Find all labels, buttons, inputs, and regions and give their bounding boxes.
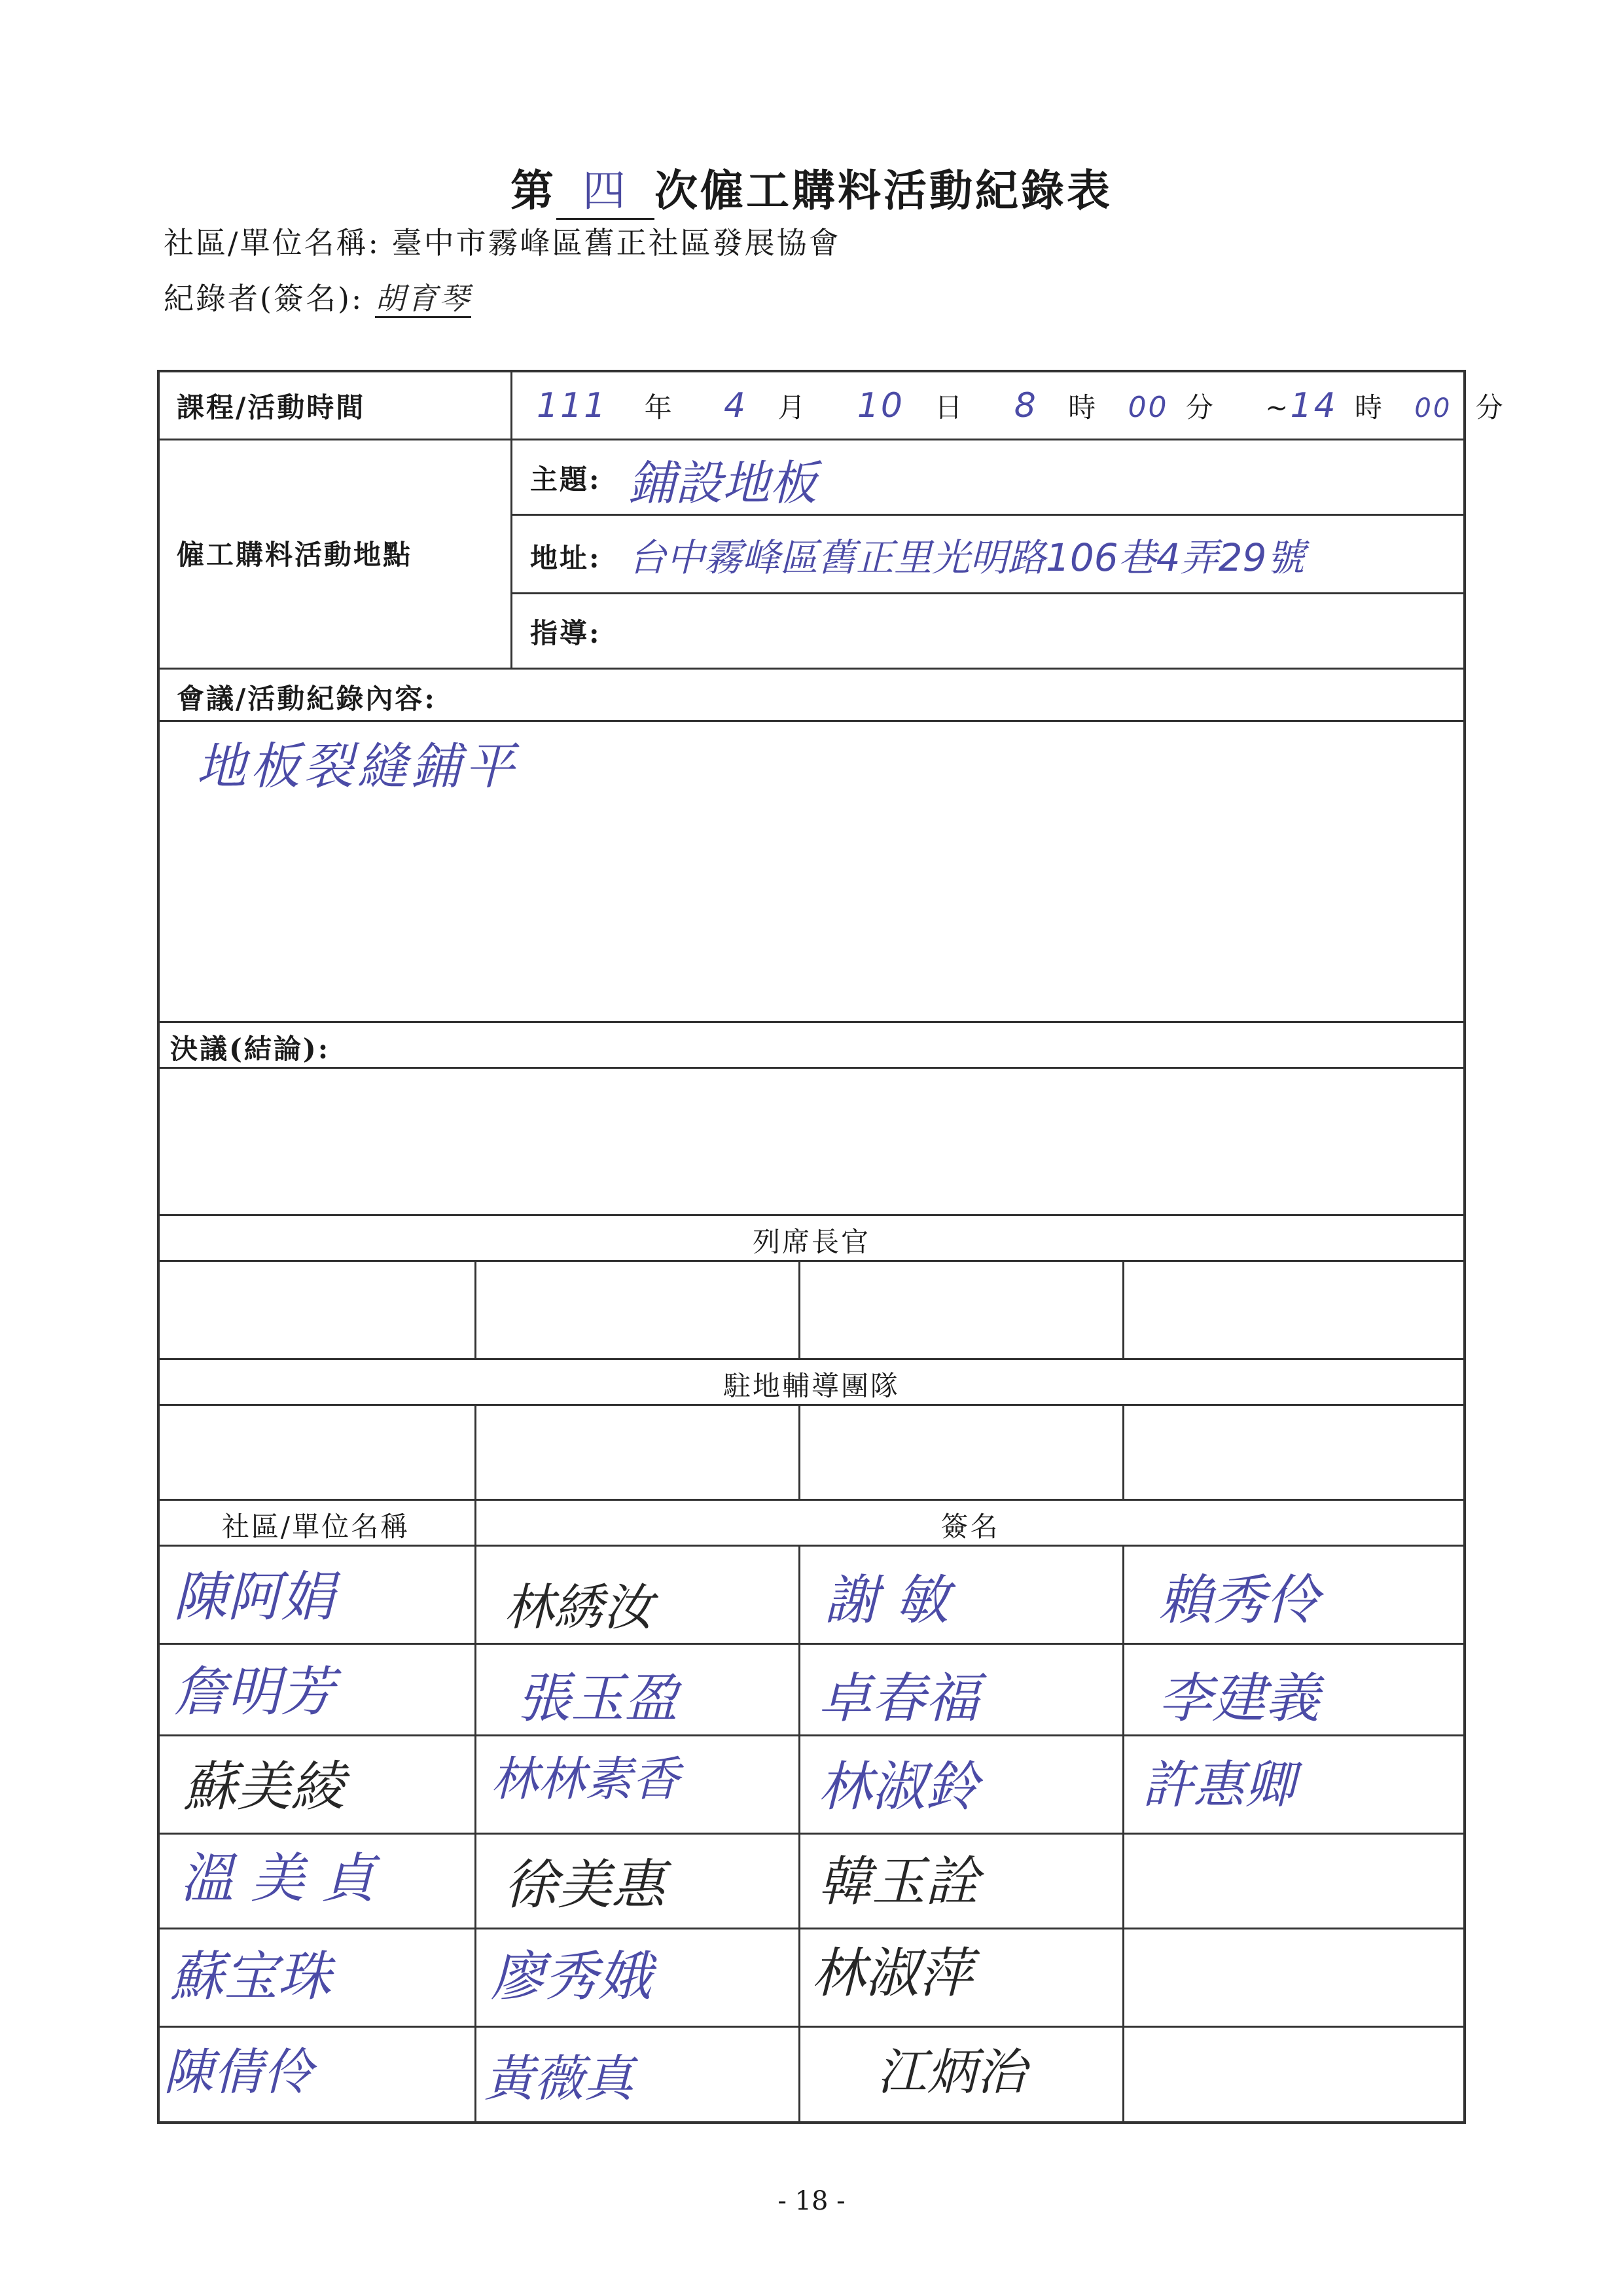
unit-label: 社區/單位名稱:	[164, 225, 380, 260]
title-number: 四	[556, 156, 654, 220]
signature-cell: 詹明芳	[173, 1661, 334, 1723]
col-line	[474, 1499, 476, 2124]
time-separator: ~	[1265, 391, 1291, 423]
col-line	[474, 1260, 476, 1358]
recorder-label: 紀錄者(簽名):	[164, 281, 364, 316]
col-line	[798, 1260, 800, 1358]
recorder-signature: 胡育琴	[375, 281, 471, 318]
topic-label: 主題:	[530, 463, 601, 495]
signature-cell: 陳倩伶	[164, 2043, 313, 2101]
address-label: 地址:	[530, 542, 601, 574]
signature-cell: 陳阿娟	[173, 1566, 334, 1628]
signature-cell: 溫 美 貞	[180, 1848, 376, 1910]
row-line	[157, 1734, 1466, 1736]
record-content: 地板裂縫鋪平	[196, 737, 518, 795]
row-line	[157, 1545, 1466, 1547]
col-line	[798, 1404, 800, 1499]
row-line	[157, 1499, 1466, 1501]
col-line	[474, 1404, 476, 1499]
year-value: 111	[537, 386, 608, 425]
row-line	[157, 2026, 1466, 2028]
row-line	[157, 1067, 1466, 1069]
guide-label: 指導:	[530, 617, 601, 649]
unit-header: 社區/單位名稱	[221, 1511, 410, 1543]
row-line	[157, 668, 1466, 670]
signature-cell: 黃薇真	[484, 2049, 633, 2108]
signature-cell: 張玉盈	[517, 1668, 678, 1730]
day-unit: 日	[935, 391, 965, 423]
location-label: 僱工購料活動地點	[177, 539, 413, 571]
row-line	[157, 1358, 1466, 1360]
unit-line	[164, 219, 841, 262]
row-line	[157, 720, 1466, 722]
topic-value: 鋪設地板	[628, 456, 817, 511]
year-unit: 年	[644, 391, 674, 423]
row-line	[157, 1214, 1466, 1216]
time-value	[537, 386, 1505, 425]
signature-cell: 林淑萍	[812, 1943, 972, 2005]
address-value: 台中霧峰區舊正里光明路106巷4弄29號	[628, 535, 1305, 580]
signature-cell: 許惠卿	[1142, 1756, 1296, 1815]
signature-cell: 賴秀伶	[1158, 1570, 1319, 1632]
sign-header: 簽名	[940, 1511, 1000, 1543]
end-hour-value: 14	[1290, 386, 1338, 425]
col-line	[1122, 1260, 1124, 1358]
row-line	[157, 439, 1466, 440]
row-line	[157, 1643, 1466, 1645]
record-label: 會議/活動紀錄內容:	[177, 683, 437, 715]
recorder-line	[164, 275, 471, 318]
row-line	[157, 1928, 1466, 1929]
signature-cell: 蘇宝珠	[170, 1946, 331, 2008]
signature-cell: 卓春福	[818, 1668, 979, 1730]
col-line	[798, 1545, 800, 2124]
day-value: 10	[857, 386, 904, 425]
month-unit: 月	[777, 391, 808, 423]
end-hour-unit: 時	[1355, 391, 1385, 423]
start-min-unit: 分	[1185, 391, 1215, 423]
resolution-label: 決議(結論):	[170, 1033, 330, 1065]
signature-cell: 林綉汝	[504, 1578, 653, 1636]
col-line	[1122, 1404, 1124, 1499]
col-line	[1122, 1545, 1124, 2124]
signature-cell: 江炳治	[877, 2043, 1026, 2101]
row-line	[510, 592, 1466, 594]
signature-cell: 徐美惠	[504, 1854, 665, 1916]
row-line	[157, 1260, 1466, 1262]
title-prefix: 第	[510, 165, 556, 216]
signature-cell: 李建義	[1158, 1668, 1319, 1730]
col-line	[510, 370, 512, 668]
end-min-value: 00	[1414, 393, 1452, 423]
signature-cell: 林淑鈴	[818, 1756, 979, 1818]
row-line	[157, 1021, 1466, 1023]
start-hour-unit: 時	[1068, 391, 1098, 423]
signature-cell: 林林素香	[491, 1751, 680, 1806]
document-title	[0, 156, 1623, 220]
signature-cell: 廖秀娥	[491, 1946, 652, 2008]
team-label: 駐地輔導團隊	[722, 1370, 900, 1402]
start-min-value: 00	[1128, 391, 1169, 424]
signature-cell: 蘇美綾	[183, 1756, 344, 1818]
unit-value: 臺中市霧峰區舊正社區發展協會	[391, 225, 841, 260]
signature-cell: 謝 敏	[825, 1570, 950, 1632]
end-min-unit: 分	[1475, 391, 1505, 423]
time-label: 課程/活動時間	[177, 391, 366, 423]
officials-label: 列席長官	[752, 1226, 870, 1258]
page-number: - 18 -	[777, 2186, 846, 2216]
start-hour-value: 8	[1014, 386, 1038, 425]
row-line	[157, 1404, 1466, 1406]
row-line	[510, 514, 1466, 516]
title-suffix: 次僱工購料活動紀錄表	[654, 165, 1113, 216]
month-value: 4	[724, 386, 748, 425]
signature-cell: 韓玉詮	[818, 1851, 979, 1913]
row-line	[157, 1833, 1466, 1835]
